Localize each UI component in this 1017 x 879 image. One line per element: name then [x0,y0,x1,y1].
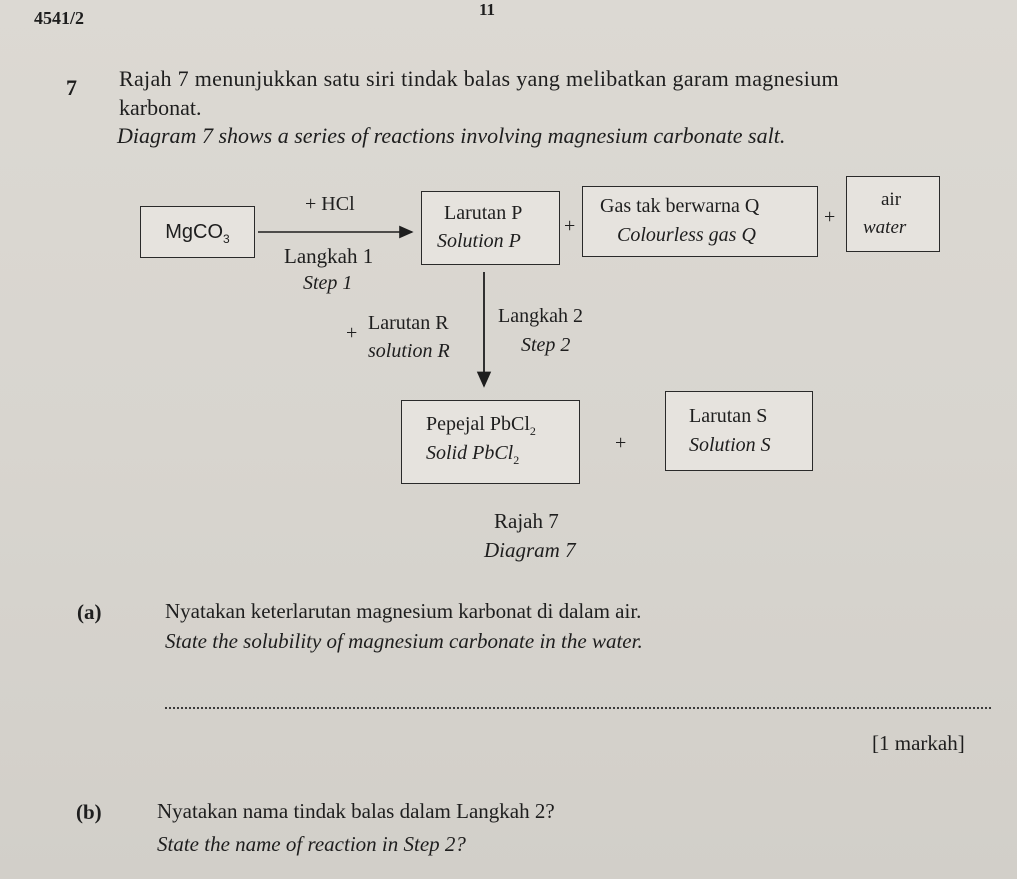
step2-label-en: Step 2 [521,334,571,356]
gas-q-ms: Gas tak berwarna Q [600,195,760,217]
solid-pbcl2-ms [426,413,536,439]
step2-reagent-ms: Larutan R [368,312,449,334]
solid-ms-text: Pepejal PbCl [426,413,530,435]
gas-q-box [582,186,818,257]
step1-label-en: Step 1 [303,272,353,294]
part-b-question-ms: Nyatakan nama tindak balas dalam Langkah 2? [157,799,555,823]
solid-en-text: Solid PbCl [426,442,514,464]
part-a-label: (a) [77,600,102,624]
plus-sign-1: + [564,215,576,237]
diagram-caption-en: Diagram 7 [484,538,576,562]
solid-ms-subscript: 2 [529,424,536,438]
water-box [846,176,940,252]
solution-p-ms: Larutan P [444,202,523,224]
step1-label-ms: Langkah 1 [284,244,374,268]
water-ms: air [881,189,902,210]
reactant-mgco3-box [140,206,255,258]
question-text-ms-line2: karbonat. [119,95,202,120]
reactant-formula: MgCO [165,221,224,243]
question-text-en: Diagram 7 shows a series of reactions involving magnesium carbonate salt. [117,123,786,148]
part-b-question-en: State the name of reaction in Step 2? [157,832,466,856]
part-a-question-en: State the solubility of magnesium carbonate in the water. [165,629,643,653]
part-a-question-ms: Nyatakan keterlarutan magnesium karbonat di dalam air. [165,599,642,623]
solid-pbcl2-en [426,442,519,468]
paper-code: 4541/2 [34,8,85,28]
water-en: water [863,217,907,238]
solution-s-en: Solution S [689,434,771,456]
reactant-formula-subscript: 3 [223,232,230,246]
part-b-label: (b) [76,800,102,824]
question-number: 7 [66,75,77,100]
solution-p-en: Solution P [437,230,521,252]
solution-s-ms: Larutan S [689,405,768,427]
solution-p-box [421,191,560,265]
step2-label-ms: Langkah 2 [498,305,583,327]
solid-en-subscript: 2 [513,453,520,467]
question-text-ms-line1: Rajah 7 menunjukkan satu siri tindak balas yang melibatkan garam magnesium [119,66,839,91]
step2-reagent-en: solution R [368,340,450,362]
step2-plus: + [346,322,358,344]
part-a-marks: [1 markah] [872,731,965,755]
page-number: 11 [479,0,496,19]
step1-reagent: + HCl [305,193,355,215]
plus-sign-3: + [615,432,627,454]
solid-pbcl2-box [401,400,580,484]
part-a-answer-line[interactable] [165,707,991,709]
diagram-caption-ms: Rajah 7 [494,509,559,533]
gas-q-en: Colourless gas Q [617,224,756,246]
plus-sign-2: + [824,206,836,228]
solution-s-box [665,391,813,471]
